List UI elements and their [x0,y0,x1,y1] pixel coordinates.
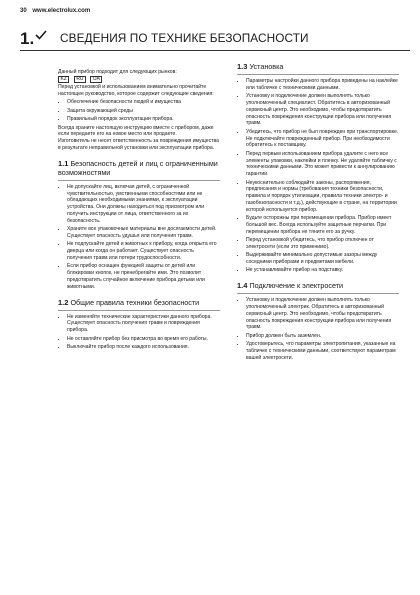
intro-paragraph: Всегда храните настоящую инструкцию вместе с прибором, даже если передаете его на новое место или продаете. [58,124,214,138]
site-url: www.electrolux.com [32,8,91,14]
list-item: • Не подпускайте детей и животных к прибору, когда открыта его дверца или когда он работает. Существует опасность получения травм или потери трудоспособности. [67,241,220,261]
list-item: • Перед первым использованием прибора удалите с него все элементы упаковки, наклейки и пленку. Не удаляйте табличку с техническими данными. Это может привести к аннулированию гарантии. [246,151,399,178]
list-item: • Храните все упаковочные материалы вне досягаемости детей. Существует опасность удушья или получения травм. [67,226,220,240]
list-item: • Выключайте прибор после каждого использования. [67,344,220,351]
section-rule [58,180,220,181]
list-item: • Будьте осторожны при перемещении прибора. Прибор имеет большой вес. Всегда используйте защитные перчатки. При перемещении прибора не тяните его за ручку. [246,215,399,235]
checkmark-icon [35,30,47,40]
list-item: • Не устанавливайте прибор на подставку. [246,267,399,274]
list-item: • Обеспечение безопасности людей и имущества [67,99,220,106]
chapter-heading [20,27,410,53]
right-column [237,62,399,363]
chapter-title: СВЕДЕНИЯ ПО ТЕХНИКЕ БЕЗОПАСНОСТИ [60,31,309,45]
market-codes [58,76,220,84]
section-title: Безопасность детей и лиц с ограниченными возможностями [58,158,218,177]
chapter-number: 1. [20,29,35,48]
list-item: • Прибор должен быть заземлен. [246,333,399,340]
list-item: • Убедитесь, что прибор не был поврежден при транспортировке. Не подключайте поврежденный прибор. При необходимости обратитесь к поставщику. [246,129,399,149]
section-rule [237,74,399,75]
intro-paragraph: Изготовитель не несет ответственность за повреждения имущества в результате неправильной установки или эксплуатации прибора. [58,138,219,152]
list-item: • Перед установкой убедитесь, что прибор отключен от электросети (если это применимо). [246,237,399,251]
section-heading [58,159,220,181]
section-heading [58,298,220,311]
section-rule [237,293,399,294]
market-code: KZ [58,76,69,84]
list-item: • Не допускайте лиц, включая детей, с ограниченной чувствительностью, умственными способностями или не обладающих необходимыми знаниями, к эксплуатации устройства. Они должны находиться под присмотром или получить инструкции от лица, ответственного за их безопасность. [67,184,220,225]
markets-line [58,69,220,76]
section-title: Установка [249,62,284,71]
intro-list [58,99,220,123]
section-list [58,184,220,291]
section-heading [237,281,399,294]
list-item: • Параметры настройки данного прибора приведены на наклейке или табличке с техническими данными. [246,78,399,92]
page-number: 30 [20,8,27,14]
left-column [58,69,220,352]
section-list [58,314,220,351]
section-title: Общие правила техники безопасности [70,297,200,307]
section-number: 1.2 [58,297,69,307]
list-item: • Выдерживайте минимально допустимые зазоры между соседними приборами и предметами мебели. [246,252,399,266]
market-code: RU [74,76,86,84]
section-rule [58,310,220,311]
list-item: • Установку и подключение должен выполнять только уполномоченный электрик. Обратитесь в авторизованный сервисный центр. Это необходимо, чтобы предотвратить опасность повреждения конструкции прибора или получения травм. [246,297,399,331]
markets-prefix: Данный прибор подходит для следующих рынков: [58,69,177,75]
list-item: • Не оставляйте прибор без присмотра во время его работы. [67,336,220,343]
section-title: Подключение к электросети [249,281,344,291]
section-list [237,297,399,361]
market-code: UA [90,76,102,84]
list-item: • Установку и подключение должен выполнять только уполномоченный специалист. Обратитесь в авторизованный сервисный центр. Это необходимо, чтобы предотвратить опасность повреждения конструкции прибора или получения травм. [246,93,399,127]
list-item: • Если прибор оснащен функцией защиты от детей или блокировки кнопок, не пренебрегайте ими. Это позволит предотвратить случайное включение прибора детьми или животными. [67,263,220,290]
section-list [237,78,399,274]
chapter-rule [20,50,410,51]
section-heading [237,62,399,75]
list-item: • Защита окружающей среды [67,108,220,115]
intro-paragraph: Перед установкой и использованием внимательно прочитайте настоящее руководство, которое содержит следующие сведения: [58,84,214,98]
section-number: 1.3 [237,62,248,71]
list-item: • Удостоверьтесь, что параметры электропитания, указанные на табличке с техническими данными, соответствуют параметрам вашей электросети. [246,341,399,361]
list-item: • Правильный порядок эксплуатации прибора. [67,116,220,123]
section-number: 1.1 [58,158,69,168]
list-item: • Неукоснительно соблюдайте законы, распоряжения, предписания и нормы (требования техники безопасности, правила и порядок утилизации, правила техники электро- и газобезопасности и т.д.), действующие в стране, на территории которой используется прибор. [246,180,399,214]
section-number: 1.4 [237,281,248,291]
page-header [20,7,94,15]
list-item: • Не изменяйте технические характеристики данного прибора. Существует опасность получения травм и повреждения прибора. [67,314,220,334]
